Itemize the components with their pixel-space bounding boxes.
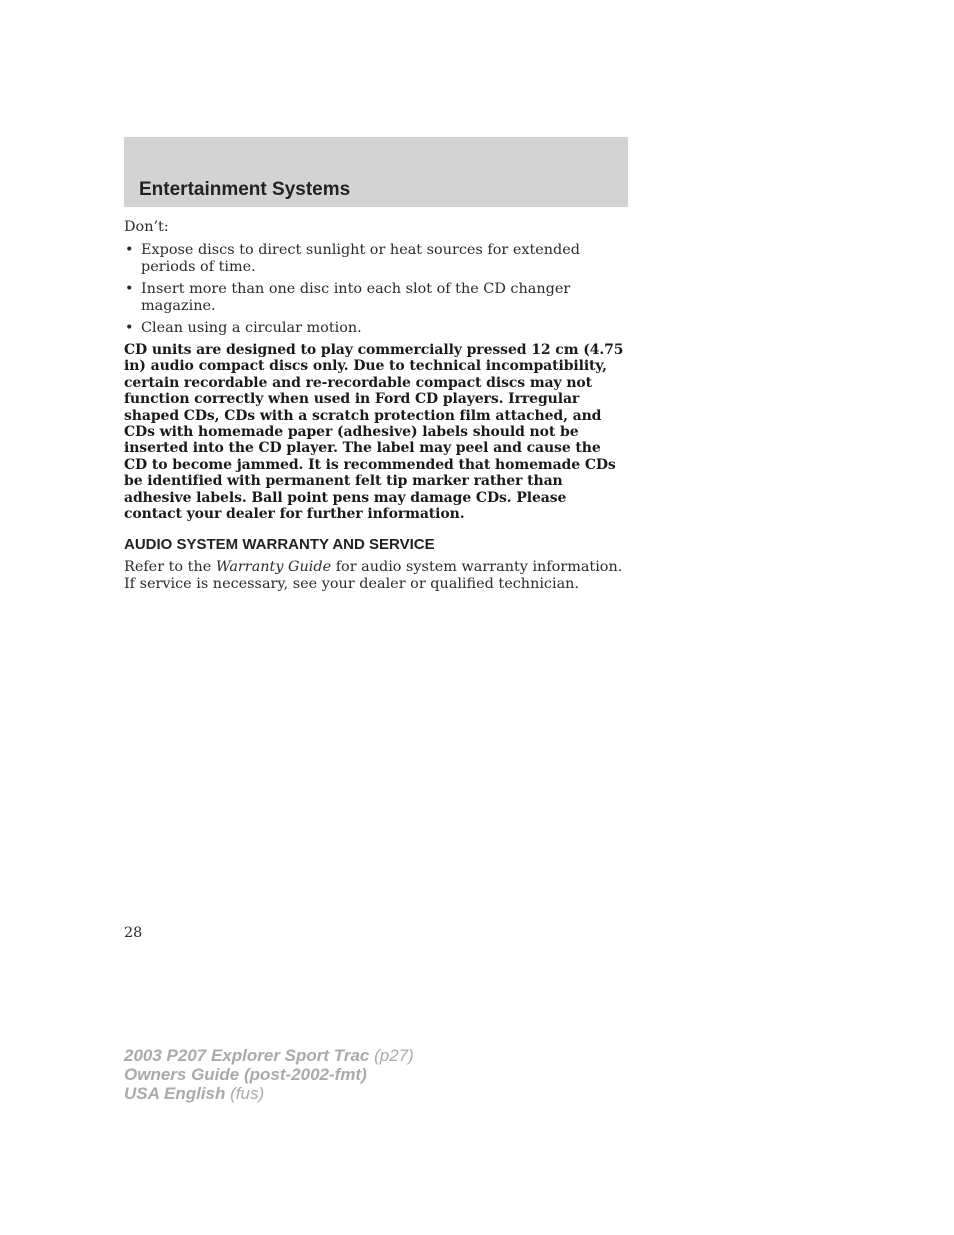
list-item-text: Clean using a circular motion. <box>141 320 362 336</box>
list-item-text: Expose discs to direct sunlight or heat sources for extended periods of time. <box>141 242 580 275</box>
warranty-paragraph <box>124 559 624 593</box>
footer-language: USA English <box>124 1084 226 1103</box>
cd-warning-paragraph: CD units are designed to play commercially pressed 12 cm (4.75 in) audio compact discs only. Due to technical incompatibility, certain recordable and re-recordable compact discs may not function correctly when used in Ford CD players. Irregular shaped CDs, CDs with a scratch protection film attached, and CDs with homemade paper (adhesive) labels should not be inserted into the CD player. The label may peel and cause the CD to become jammed. It is recommended that homemade CDs be identified with permanent felt tip marker rather than adhesive labels. Ball point pens may damage CDs. Please contact your dealer for further information. <box>124 342 624 523</box>
bullet-icon: • <box>125 242 134 258</box>
warranty-text-pre: Refer to the <box>124 559 216 576</box>
footer-line-2 <box>124 1065 414 1084</box>
dont-list <box>124 242 624 337</box>
bullet-icon: • <box>125 281 134 297</box>
list-item <box>124 281 624 315</box>
footer-page-ref: (p27) <box>369 1046 414 1065</box>
warranty-guide-title: Warranty Guide <box>215 559 332 576</box>
warranty-text-post: for audio system warranty information. If service is necessary, see your dealer or qualified technician. <box>124 559 623 593</box>
footer-language-code: (fus) <box>225 1084 265 1103</box>
list-item <box>124 242 624 276</box>
list-item-text: Insert more than one disc into each slot of the CD changer magazine. <box>141 281 571 314</box>
list-item <box>124 320 624 337</box>
footer-guide: Owners Guide (post-2002-fmt) <box>124 1065 367 1084</box>
footer-line-3 <box>124 1084 414 1103</box>
document-footer <box>124 1046 414 1103</box>
section-header-band <box>124 137 628 207</box>
page-number: 28 <box>124 925 143 941</box>
footer-model: 2003 P207 Explorer Sport Trac <box>124 1046 370 1065</box>
footer-line-1 <box>124 1046 414 1065</box>
bullet-icon: • <box>125 320 134 336</box>
dont-label: Don’t: <box>124 219 169 235</box>
page-content <box>124 219 624 593</box>
section-title: Entertainment Systems <box>139 179 351 200</box>
section-heading: AUDIO SYSTEM WARRANTY AND SERVICE <box>124 536 435 554</box>
